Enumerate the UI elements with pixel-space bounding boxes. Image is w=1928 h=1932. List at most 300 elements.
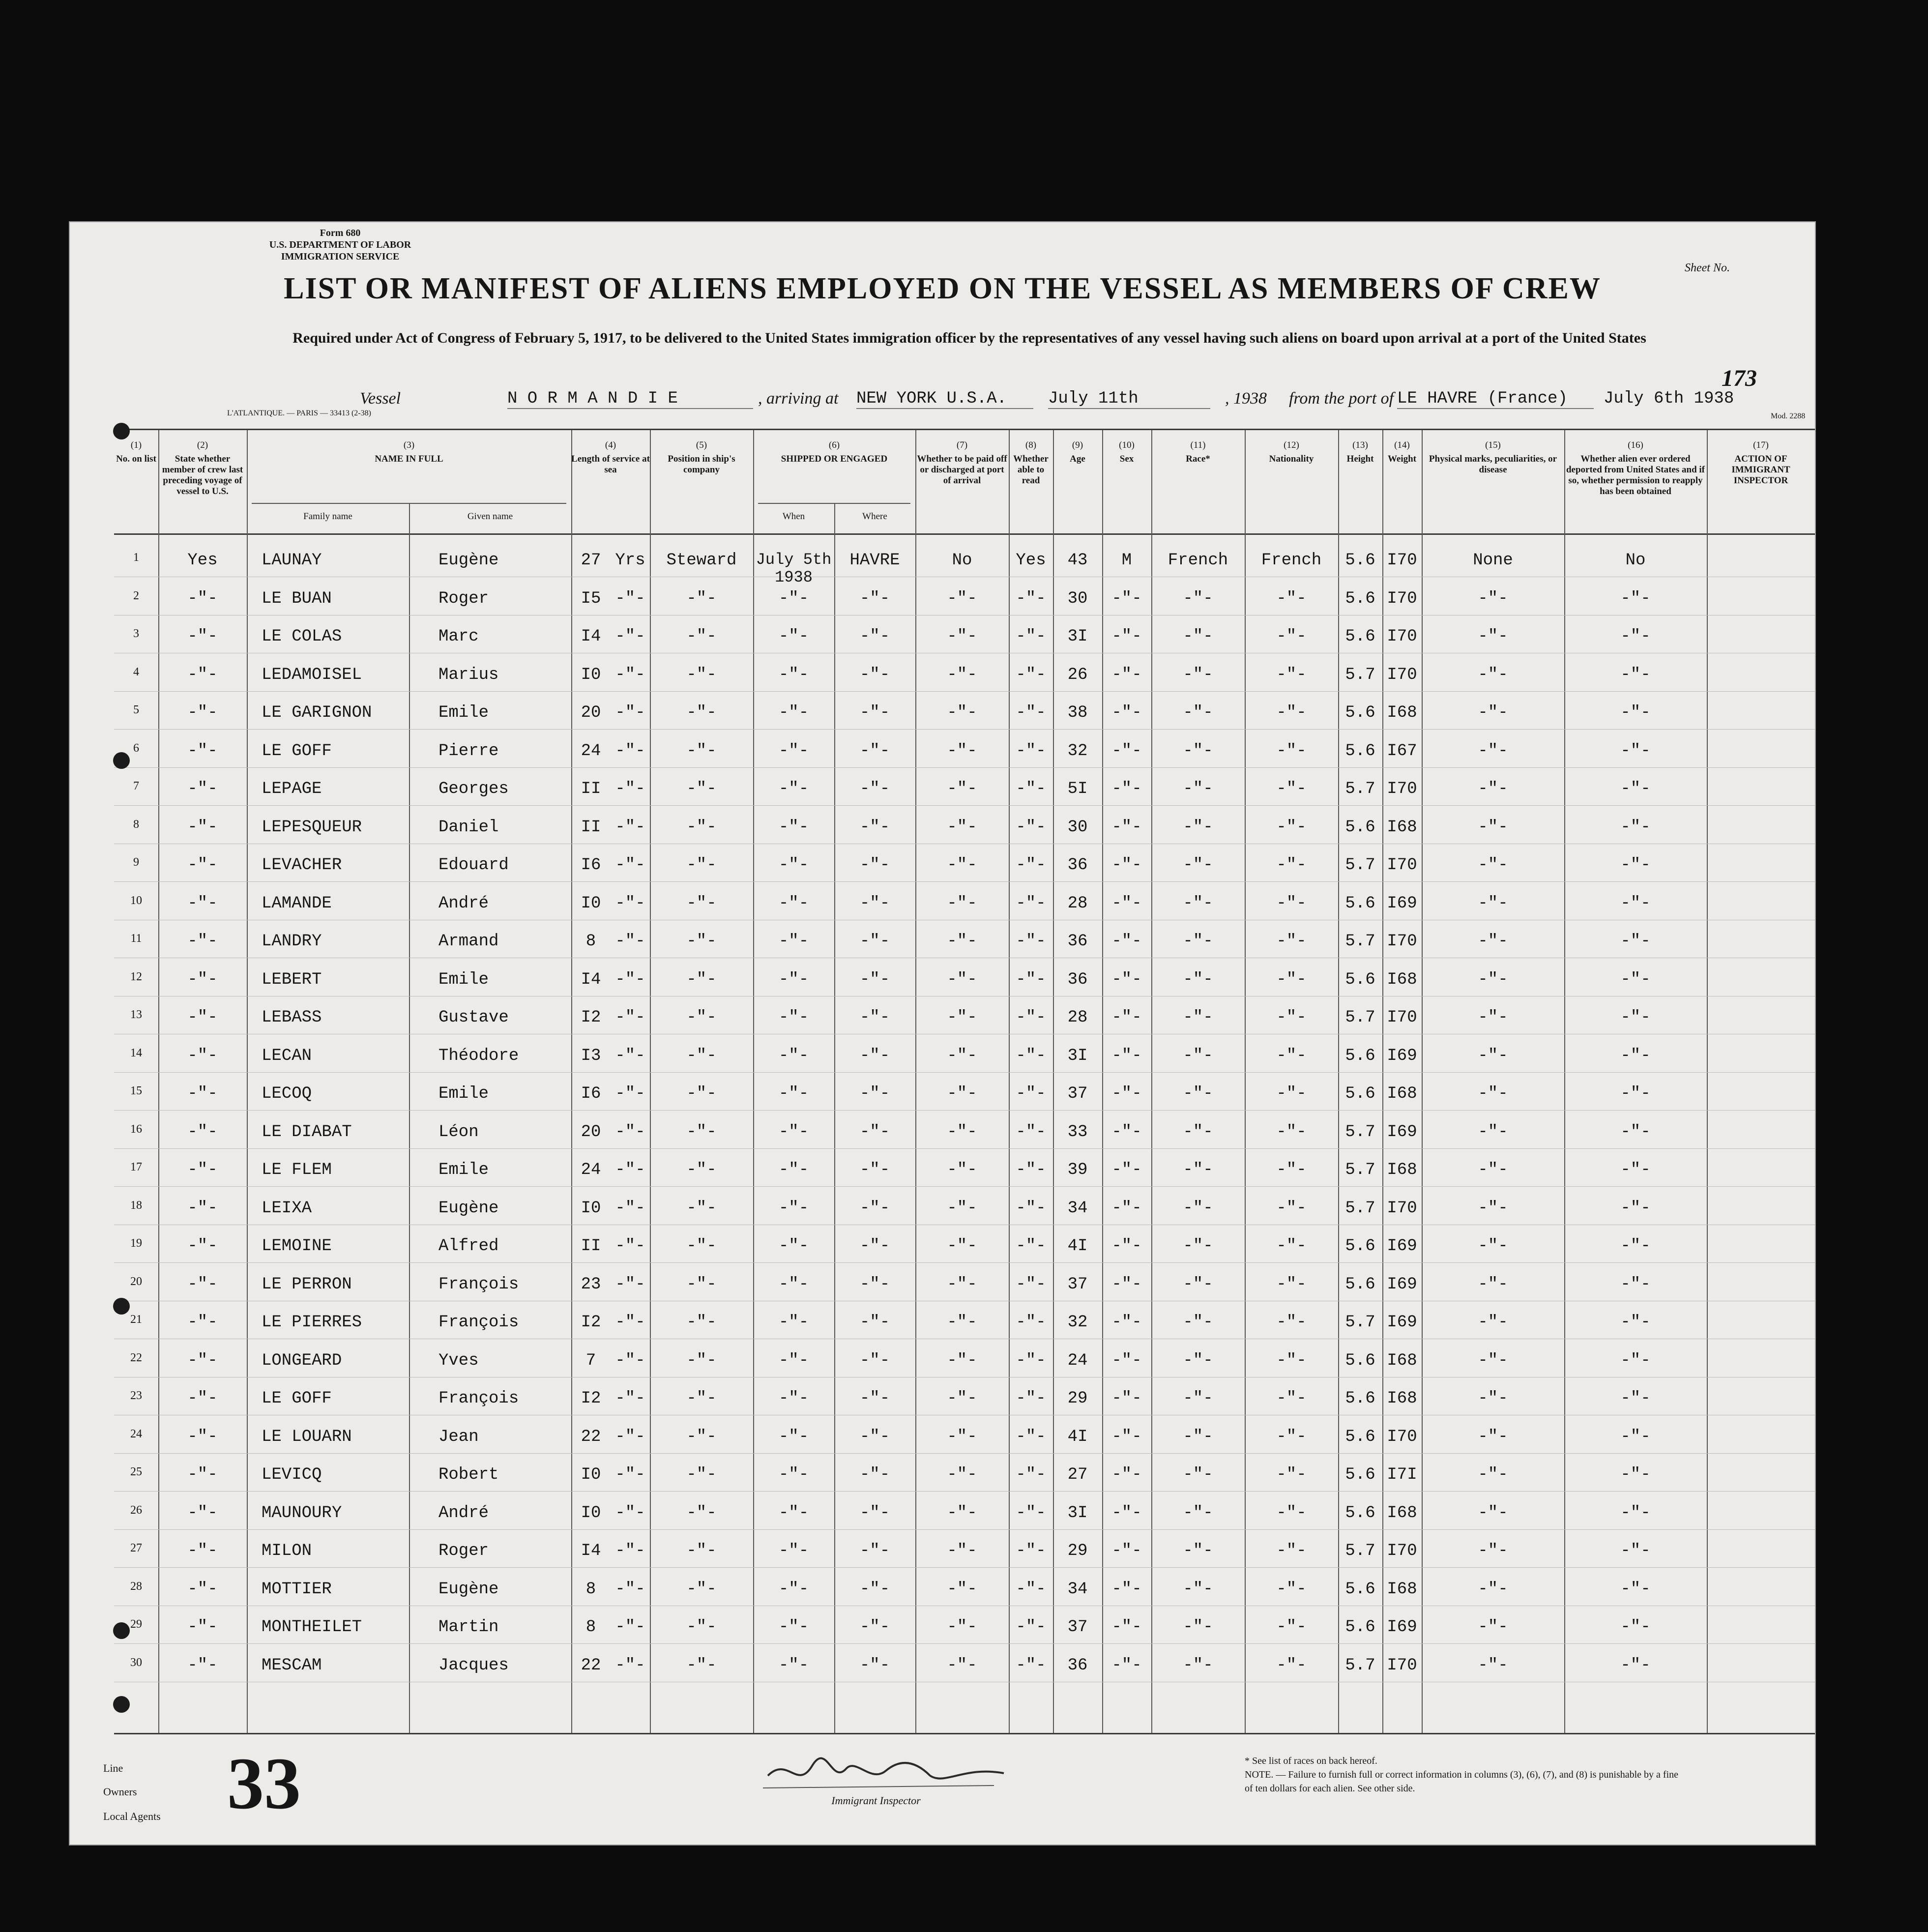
departure-date: July 6th 1938	[1604, 389, 1734, 408]
cell-family-name: MILON	[262, 1542, 312, 1560]
cell-race: -"-	[1183, 1427, 1213, 1446]
cell-paid-off: -"-	[947, 665, 977, 684]
cell-weight: I69	[1387, 894, 1417, 913]
cell-service-years: I0	[581, 1465, 601, 1484]
column-label: State whether member of crew last preceding voyage of vessel to U.S.	[162, 454, 243, 497]
cell-height: 5.7	[1345, 856, 1375, 875]
cell-weight: I68	[1387, 970, 1417, 989]
cell-previous-voyage: -"-	[187, 1503, 218, 1522]
cell-family-name: LANDRY	[262, 932, 322, 951]
cell-family-name: LEIXA	[262, 1199, 312, 1218]
cell-previous-voyage: -"-	[187, 856, 218, 875]
cell-position: -"-	[686, 1389, 717, 1408]
cell-weight: I70	[1387, 665, 1417, 684]
cell-paid-off: -"-	[947, 1122, 977, 1142]
cell-age: 43	[1067, 551, 1088, 570]
cell-position: -"-	[686, 1465, 717, 1484]
cell-previous-voyage: -"-	[187, 780, 218, 798]
column-header	[158, 440, 247, 497]
column-header	[1102, 440, 1151, 465]
cell-age: 36	[1067, 1656, 1088, 1675]
cell-line-number: 13	[130, 1008, 142, 1021]
cell-family-name: LE BUAN	[262, 589, 332, 608]
cell-physical-marks: None	[1473, 551, 1513, 570]
cell-physical-marks: -"-	[1478, 780, 1508, 798]
cell-sex: -"-	[1111, 1161, 1142, 1179]
cell-family-name: LE GARIGNON	[262, 703, 372, 722]
cell-line-number: 19	[130, 1237, 142, 1250]
cell-shipped-where: -"-	[859, 780, 890, 798]
cell-age: 34	[1067, 1580, 1088, 1599]
cell-weight: I68	[1387, 1351, 1417, 1370]
cell-previous-voyage: -"-	[187, 665, 218, 684]
cell-deported: -"-	[1620, 589, 1651, 608]
punch-hole	[113, 423, 130, 439]
cell-able-to-read: -"-	[1016, 1084, 1046, 1103]
cell-paid-off: -"-	[947, 741, 977, 761]
cell-physical-marks: -"-	[1478, 627, 1508, 646]
cell-height: 5.6	[1345, 818, 1375, 837]
column-label: Race*	[1186, 454, 1210, 464]
cell-given-name: Emile	[438, 970, 489, 989]
cell-shipped-where: -"-	[859, 741, 890, 761]
footer-notes	[1245, 1754, 1687, 1795]
cell-service-years: 20	[581, 703, 601, 722]
cell-race: -"-	[1183, 1656, 1213, 1675]
cell-height: 5.7	[1345, 1008, 1375, 1027]
cell-sex: -"-	[1111, 1389, 1142, 1408]
cell-sex: -"-	[1111, 741, 1142, 761]
cell-race: -"-	[1183, 970, 1213, 989]
cell-paid-off: -"-	[947, 818, 977, 837]
table-row	[114, 624, 1815, 662]
table-row	[114, 1234, 1815, 1272]
cell-deported: -"-	[1620, 1008, 1651, 1027]
cell-position: -"-	[686, 1580, 717, 1599]
cell-service-unit: -"-	[615, 856, 645, 875]
cell-deported: -"-	[1620, 1237, 1651, 1256]
cell-physical-marks: -"-	[1478, 1237, 1508, 1256]
column-label: No. on list	[116, 454, 156, 464]
cell-service-years: I4	[581, 1542, 601, 1560]
column-number: (15)	[1485, 440, 1501, 450]
cell-able-to-read: -"-	[1016, 1503, 1046, 1522]
cell-previous-voyage: -"-	[187, 1656, 218, 1675]
cell-nationality: -"-	[1276, 1199, 1307, 1218]
cell-line-number: 16	[130, 1122, 142, 1136]
cell-nationality: -"-	[1276, 1161, 1307, 1179]
table-row	[114, 1310, 1815, 1348]
table-row	[114, 1386, 1815, 1424]
cell-shipped-when: -"-	[778, 627, 809, 646]
cell-deported: -"-	[1620, 1465, 1651, 1484]
cell-able-to-read: -"-	[1016, 665, 1046, 684]
cell-previous-voyage: -"-	[187, 627, 218, 646]
cell-able-to-read: -"-	[1016, 1427, 1046, 1446]
cell-paid-off: -"-	[947, 1656, 977, 1675]
cell-age: 28	[1067, 1008, 1088, 1027]
cell-line-number: 1	[133, 551, 139, 564]
cell-service-unit: -"-	[615, 780, 645, 798]
cell-age: 5I	[1067, 780, 1088, 798]
sheet-label: Sheet No.	[1685, 262, 1730, 274]
cell-weight: I70	[1387, 1542, 1417, 1560]
cell-position: -"-	[686, 627, 717, 646]
cell-position: -"-	[686, 1275, 717, 1294]
cell-shipped-when: -"-	[778, 818, 809, 837]
printer-imprint: L'ATLANTIQUE. — PARIS — 33413 (2-38)	[227, 409, 371, 417]
cell-family-name: LE LOUARN	[262, 1427, 352, 1446]
table-row	[114, 815, 1815, 853]
cell-shipped-where: -"-	[859, 1161, 890, 1179]
cell-physical-marks: -"-	[1478, 1199, 1508, 1218]
cell-sex: M	[1121, 551, 1132, 570]
cell-weight: I68	[1387, 818, 1417, 837]
arrival-year: , 1938	[1225, 389, 1267, 408]
cell-sex: -"-	[1111, 1237, 1142, 1256]
cell-paid-off: -"-	[947, 627, 977, 646]
footer-owners-label: Owners	[103, 1786, 137, 1798]
cell-given-name: Daniel	[438, 818, 499, 837]
cell-position: -"-	[686, 741, 717, 761]
cell-service-unit: -"-	[615, 970, 645, 989]
cell-previous-voyage: -"-	[187, 932, 218, 951]
cell-sex: -"-	[1111, 1427, 1142, 1446]
cell-position: -"-	[686, 970, 717, 989]
column-number: (16)	[1628, 440, 1643, 450]
cell-shipped-when: -"-	[778, 1275, 809, 1294]
column-label: NAME IN FULL	[375, 454, 443, 464]
cell-line-number: 24	[130, 1427, 142, 1440]
cell-given-name: André	[438, 894, 489, 913]
cell-position: -"-	[686, 1618, 717, 1637]
cell-physical-marks: -"-	[1478, 1275, 1508, 1294]
cell-height: 5.6	[1345, 1618, 1375, 1637]
cell-shipped-where: -"-	[859, 1618, 890, 1637]
cell-height: 5.7	[1345, 1199, 1375, 1218]
cell-shipped-when: -"-	[778, 1122, 809, 1142]
column-number: (1)	[130, 440, 142, 450]
cell-nationality: -"-	[1276, 970, 1307, 989]
header-separator	[114, 533, 1815, 535]
cell-age: 36	[1067, 856, 1088, 875]
column-label: Position in ship's company	[668, 454, 735, 475]
cell-paid-off: -"-	[947, 894, 977, 913]
cell-shipped-where: -"-	[859, 1313, 890, 1332]
cell-paid-off: -"-	[947, 1237, 977, 1256]
cell-nationality: -"-	[1276, 1237, 1307, 1256]
cell-given-name: François	[438, 1275, 519, 1294]
cell-able-to-read: -"-	[1016, 1618, 1046, 1637]
cell-physical-marks: -"-	[1478, 1580, 1508, 1599]
cell-line-number: 6	[133, 741, 139, 755]
cell-position: -"-	[686, 1008, 717, 1027]
table-row	[114, 1082, 1815, 1119]
vessel-label: Vessel	[360, 389, 401, 408]
cell-able-to-read: -"-	[1016, 970, 1046, 989]
cell-shipped-where: -"-	[859, 1389, 890, 1408]
column-label: Whether able to read	[1013, 454, 1049, 486]
cell-line-number: 21	[130, 1313, 142, 1326]
table-row	[114, 1120, 1815, 1158]
cell-weight: I68	[1387, 1084, 1417, 1103]
cell-service-unit: -"-	[615, 1427, 645, 1446]
departure-port: LE HAVRE (France)	[1397, 389, 1594, 409]
cell-deported: -"-	[1620, 1542, 1651, 1560]
cell-previous-voyage: -"-	[187, 1008, 218, 1027]
cell-service-years: I0	[581, 1503, 601, 1522]
cell-nationality: -"-	[1276, 589, 1307, 608]
column-label: Length of service at sea	[571, 454, 650, 475]
cell-previous-voyage: Yes	[187, 551, 218, 570]
cell-previous-voyage: -"-	[187, 818, 218, 837]
cell-sex: -"-	[1111, 1313, 1142, 1332]
cell-family-name: LEDAMOISEL	[262, 665, 362, 684]
cell-height: 5.7	[1345, 932, 1375, 951]
column-number: (10)	[1119, 440, 1135, 450]
cell-physical-marks: -"-	[1478, 1313, 1508, 1332]
cell-able-to-read: -"-	[1016, 1275, 1046, 1294]
cell-height: 5.6	[1345, 894, 1375, 913]
cell-race: -"-	[1183, 780, 1213, 798]
column-header	[1245, 440, 1338, 465]
cell-shipped-where: HAVRE	[849, 551, 900, 570]
cell-position: -"-	[686, 818, 717, 837]
column-label: Weight	[1387, 454, 1417, 464]
cell-shipped-where: -"-	[859, 627, 890, 646]
cell-line-number: 27	[130, 1542, 142, 1554]
cell-line-number: 5	[133, 703, 139, 716]
column-subheader: Given name	[467, 511, 513, 522]
cell-previous-voyage: -"-	[187, 1275, 218, 1294]
cell-shipped-when: -"-	[778, 1503, 809, 1522]
cell-position: -"-	[686, 856, 717, 875]
cell-shipped-where: -"-	[859, 665, 890, 684]
cell-able-to-read: -"-	[1016, 780, 1046, 798]
cell-service-unit: -"-	[615, 589, 645, 608]
cell-deported: No	[1625, 551, 1646, 570]
cell-previous-voyage: -"-	[187, 1046, 218, 1065]
cell-sex: -"-	[1111, 894, 1142, 913]
cell-physical-marks: -"-	[1478, 1542, 1508, 1560]
table-row	[114, 853, 1815, 891]
cell-weight: I70	[1387, 856, 1417, 875]
column-header	[1009, 440, 1053, 486]
cell-deported: -"-	[1620, 894, 1651, 913]
cell-given-name: Georges	[438, 780, 509, 798]
cell-weight: I70	[1387, 589, 1417, 608]
cell-able-to-read: Yes	[1016, 551, 1046, 570]
cell-deported: -"-	[1620, 1275, 1651, 1294]
cell-previous-voyage: -"-	[187, 1465, 218, 1484]
cell-physical-marks: -"-	[1478, 1046, 1508, 1065]
punch-hole	[113, 752, 130, 769]
cell-service-unit: -"-	[615, 1199, 645, 1218]
cell-race: French	[1168, 551, 1228, 570]
cell-service-unit: Yrs	[615, 551, 645, 570]
cell-shipped-where: -"-	[859, 932, 890, 951]
cell-family-name: LECOQ	[262, 1084, 312, 1103]
table-row	[114, 701, 1815, 738]
from-label: from the port of	[1289, 389, 1394, 408]
cell-race: -"-	[1183, 1161, 1213, 1179]
cell-given-name: Jean	[438, 1427, 479, 1446]
cell-position: -"-	[686, 1313, 717, 1332]
cell-race: -"-	[1183, 1046, 1213, 1065]
cell-age: 27	[1067, 1465, 1088, 1484]
cell-nationality: -"-	[1276, 818, 1307, 837]
cell-physical-marks: -"-	[1478, 1465, 1508, 1484]
cell-given-name: Eugène	[438, 551, 499, 570]
cell-given-name: Pierre	[438, 741, 499, 761]
cell-shipped-where: -"-	[859, 1046, 890, 1065]
column-label: Age	[1070, 454, 1085, 464]
cell-nationality: -"-	[1276, 703, 1307, 722]
cell-line-number: 18	[130, 1199, 142, 1212]
cell-previous-voyage: -"-	[187, 1542, 218, 1560]
cell-able-to-read: -"-	[1016, 1542, 1046, 1560]
cell-service-years: 8	[585, 1580, 596, 1599]
cell-family-name: LEPAGE	[262, 780, 322, 798]
table-row	[114, 1539, 1815, 1577]
cell-weight: I70	[1387, 627, 1417, 646]
form-mod: Mod. 2288	[1771, 412, 1806, 420]
cell-height: 5.6	[1345, 741, 1375, 761]
cell-line-number: 11	[130, 932, 142, 945]
column-header	[114, 440, 158, 465]
cell-shipped-when: -"-	[778, 1465, 809, 1484]
cell-nationality: -"-	[1276, 856, 1307, 875]
cell-deported: -"-	[1620, 1313, 1651, 1332]
cell-line-number: 15	[130, 1084, 142, 1097]
cell-shipped-when: -"-	[778, 1084, 809, 1103]
cell-line-number: 2	[133, 589, 139, 602]
cell-shipped-when: -"-	[778, 1008, 809, 1027]
cell-service-years: I4	[581, 970, 601, 989]
cell-deported: -"-	[1620, 665, 1651, 684]
table-row	[114, 1463, 1815, 1500]
cell-position: -"-	[686, 589, 717, 608]
cell-race: -"-	[1183, 1542, 1213, 1560]
cell-service-years: II	[581, 1237, 601, 1256]
cell-height: 5.7	[1345, 1656, 1375, 1675]
cell-age: 37	[1067, 1084, 1088, 1103]
punch-hole	[113, 1298, 130, 1315]
cell-physical-marks: -"-	[1478, 665, 1508, 684]
cell-shipped-when: -"-	[778, 1389, 809, 1408]
cell-service-years: II	[581, 818, 601, 837]
table-row	[114, 1501, 1815, 1539]
cell-able-to-read: -"-	[1016, 1656, 1046, 1675]
cell-sex: -"-	[1111, 1275, 1142, 1294]
cell-sex: -"-	[1111, 703, 1142, 722]
cell-weight: I70	[1387, 1427, 1417, 1446]
cell-previous-voyage: -"-	[187, 1084, 218, 1103]
cell-position: -"-	[686, 894, 717, 913]
cell-family-name: LE GOFF	[262, 741, 332, 761]
cell-family-name: LE FLEM	[262, 1161, 332, 1179]
cell-previous-voyage: -"-	[187, 741, 218, 761]
cell-nationality: -"-	[1276, 1503, 1307, 1522]
cell-shipped-where: -"-	[859, 1008, 890, 1027]
cell-height: 5.6	[1345, 703, 1375, 722]
cell-service-years: 23	[581, 1275, 601, 1294]
cell-service-years: I3	[581, 1046, 601, 1065]
cell-service-unit: -"-	[615, 627, 645, 646]
cell-family-name: LAMANDE	[262, 894, 332, 913]
cell-paid-off: -"-	[947, 1313, 977, 1332]
cell-service-years: I0	[581, 1199, 601, 1218]
cell-race: -"-	[1183, 1275, 1213, 1294]
column-number: (9)	[1072, 440, 1083, 450]
cell-able-to-read: -"-	[1016, 1046, 1046, 1065]
column-number: (2)	[197, 440, 208, 450]
cell-physical-marks: -"-	[1478, 970, 1508, 989]
cell-given-name: Roger	[438, 1542, 489, 1560]
cell-family-name: LEBASS	[262, 1008, 322, 1027]
cell-sex: -"-	[1111, 1542, 1142, 1560]
cell-race: -"-	[1183, 1351, 1213, 1370]
cell-position: -"-	[686, 1122, 717, 1142]
cell-height: 5.6	[1345, 970, 1375, 989]
cell-physical-marks: -"-	[1478, 1351, 1508, 1370]
cell-previous-voyage: -"-	[187, 970, 218, 989]
page-title: LIST OR MANIFEST OF ALIENS EMPLOYED ON THE VESSEL AS MEMBERS OF CREW	[284, 272, 1601, 305]
cell-weight: I70	[1387, 780, 1417, 798]
cell-nationality: -"-	[1276, 1427, 1307, 1446]
cell-age: 32	[1067, 1313, 1088, 1332]
column-subheader: Where	[862, 511, 887, 522]
cell-service-unit: -"-	[615, 1122, 645, 1142]
cell-sex: -"-	[1111, 1084, 1142, 1103]
form-number: Form 680	[320, 228, 361, 238]
cell-shipped-where: -"-	[859, 1542, 890, 1560]
cell-weight: I68	[1387, 1503, 1417, 1522]
column-label: Sex	[1119, 454, 1134, 464]
cell-line-number: 3	[133, 627, 139, 640]
cell-paid-off: -"-	[947, 1503, 977, 1522]
cell-deported: -"-	[1620, 741, 1651, 761]
column-label: Whether alien ever ordered deported from United States and if so, whether permission to reapply has been obtained	[1566, 454, 1705, 497]
cell-race: -"-	[1183, 1237, 1213, 1256]
cell-service-years: 22	[581, 1656, 601, 1675]
cell-shipped-where: -"-	[859, 1427, 890, 1446]
cell-service-years: 27	[581, 551, 601, 570]
cell-service-years: 24	[581, 1161, 601, 1179]
cell-age: 37	[1067, 1618, 1088, 1637]
subheader-rule	[758, 503, 910, 504]
cell-physical-marks: -"-	[1478, 856, 1508, 875]
note-fine: NOTE. — Failure to furnish full or correct information in columns (3), (6), (7), and (8) is punishable by a fine of ten dollars for each alien. See other side.	[1245, 1769, 1679, 1794]
cell-height: 5.6	[1345, 1237, 1375, 1256]
cell-race: -"-	[1183, 1580, 1213, 1599]
cell-age: 30	[1067, 818, 1088, 837]
column-number: (8)	[1025, 440, 1037, 450]
cell-paid-off: -"-	[947, 856, 977, 875]
cell-service-years: 8	[585, 1618, 596, 1637]
cell-shipped-where: -"-	[859, 894, 890, 913]
cell-service-unit: -"-	[615, 894, 645, 913]
cell-shipped-where: -"-	[859, 1122, 890, 1142]
table-row	[114, 1653, 1815, 1691]
cell-nationality: -"-	[1276, 932, 1307, 951]
cell-family-name: LEVACHER	[262, 856, 342, 875]
cell-height: 5.7	[1345, 780, 1375, 798]
cell-age: 34	[1067, 1199, 1088, 1218]
cell-service-unit: -"-	[615, 1008, 645, 1027]
cell-line-number: 9	[133, 856, 139, 869]
cell-height: 5.6	[1345, 1084, 1375, 1103]
